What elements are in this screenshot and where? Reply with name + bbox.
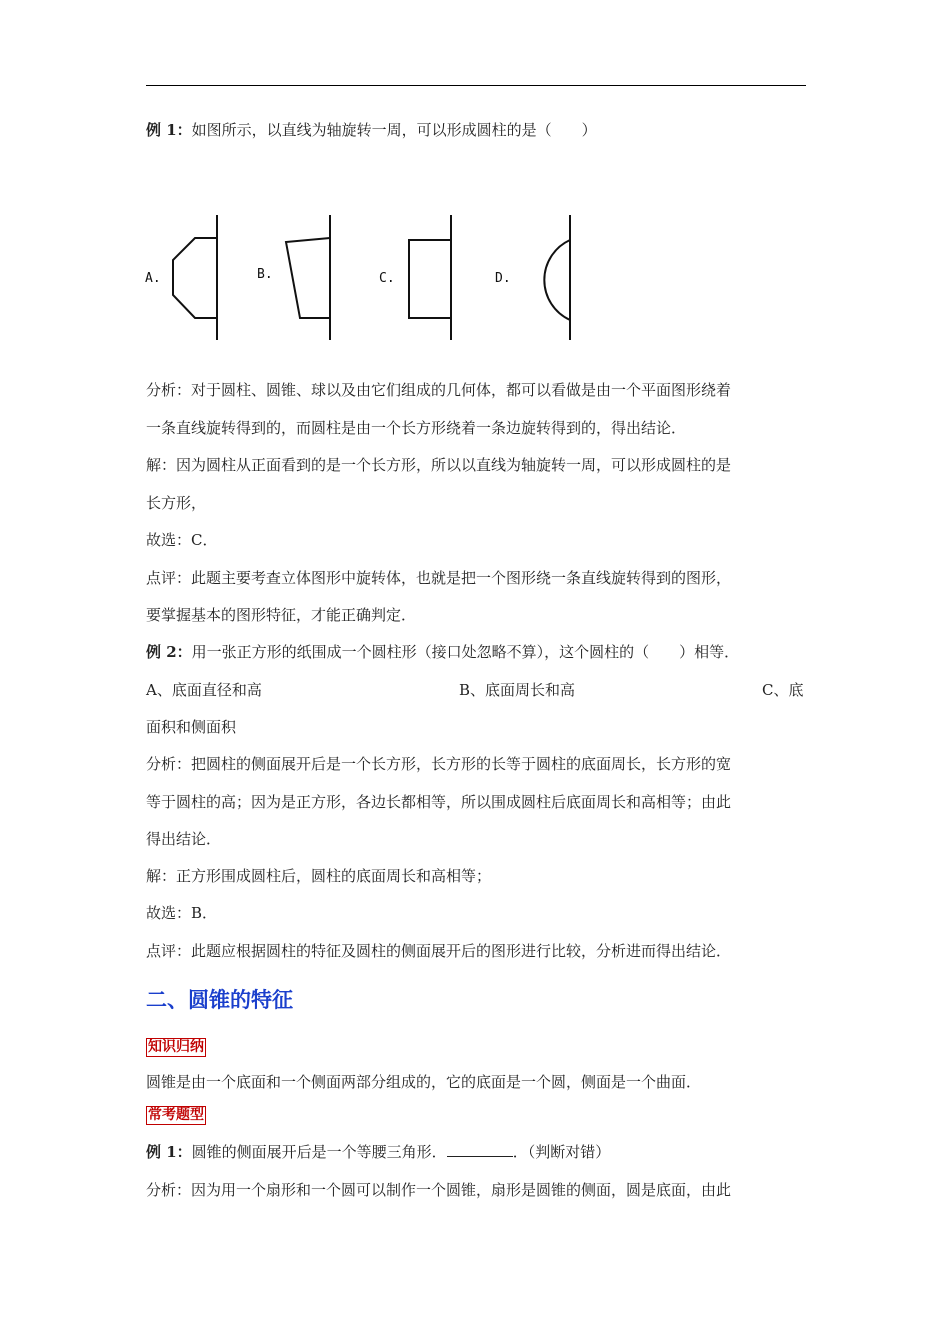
ex2-question bbox=[146, 642, 806, 662]
tag-common-types: 常考题型 bbox=[148, 1107, 204, 1123]
ex1-solution-2: 长方形， bbox=[146, 494, 207, 512]
figure-b-label: B. bbox=[257, 267, 273, 282]
ex2-option-c-end: 面积和侧面积 bbox=[146, 718, 237, 736]
ex1-solution-1: 解：因为圆柱从正面看到的是一个长方形，所以以直线为轴旋转一周，可以形成圆柱的是 bbox=[146, 456, 732, 474]
section2-ex1-analysis: 分析：因为用一个扇形和一个圆可以制作一个圆锥，扇形是圆锥的侧面，圆是底面，由此 bbox=[146, 1181, 732, 1199]
ex2-solution: 解：正方形围成圆柱后，圆柱的底面周长和高相等； bbox=[146, 867, 492, 885]
ex2-analysis-3: 得出结论． bbox=[146, 830, 222, 848]
figure-d-label: D. bbox=[495, 271, 511, 286]
ex2-option-c-start: C、底 bbox=[762, 681, 804, 699]
knowledge-text: 圆锥是由一个底面和一个侧面两部分组成的，它的底面是一个圆，侧面是一个曲面． bbox=[146, 1073, 702, 1091]
section2-ex1-question: 圆锥的侧面展开后是一个等腰三角形． bbox=[191, 1143, 447, 1161]
ex1-question bbox=[146, 120, 806, 140]
section2-ex1-suffix: ．（判断对错） bbox=[512, 1143, 611, 1161]
ex2-option-b: B、底面周长和高 bbox=[459, 681, 576, 699]
figure-a-shape bbox=[173, 238, 217, 318]
ex2-answer: 故选：B． bbox=[146, 904, 218, 922]
ex2-question-text: 用一张正方形的纸围成一个圆柱形（接口处忽略不算），这个圆柱的（ ）相等． bbox=[191, 643, 740, 661]
ex2-label: 例 2： bbox=[146, 643, 192, 661]
ex2-option-a: A、底面直径和高 bbox=[146, 681, 262, 699]
ex1-analysis-1: 分析：对于圆柱、圆锥、球以及由它们组成的几何体，都可以看做是由一个平面图形绕着 bbox=[146, 381, 732, 399]
ex1-figure bbox=[140, 210, 580, 350]
figure-c-label: C. bbox=[379, 271, 395, 286]
figure-d-shape bbox=[544, 240, 570, 320]
ex1-comment-1: 点评：此题主要考查立体图形中旋转体，也就是把一个图形绕一条直线旋转得到的图形， bbox=[146, 569, 732, 587]
figure-b-shape bbox=[286, 238, 330, 318]
ex1-answer: 故选：C． bbox=[146, 531, 218, 549]
ex1-analysis-2: 一条直线旋转得到的，而圆柱是由一个长方形绕着一条边旋转得到的，得出结论． bbox=[146, 419, 687, 437]
section-title: 二、圆锥的特征 bbox=[146, 988, 293, 1012]
figure-a-label: A. bbox=[145, 271, 161, 286]
figure-c-shape bbox=[409, 240, 451, 318]
ex1-label: 例 1： bbox=[146, 121, 192, 139]
header-rule bbox=[146, 85, 806, 86]
ex1-question-text: 如图所示，以直线为轴旋转一周，可以形成圆柱的是（ ） bbox=[191, 121, 597, 139]
ex2-comment: 点评：此题应根据圆柱的特征及圆柱的侧面展开后的图形进行比较，分析进而得出结论． bbox=[146, 942, 732, 960]
section2-ex1-label: 例 1： bbox=[146, 1143, 192, 1161]
answer-blank[interactable] bbox=[447, 1142, 513, 1157]
ex2-analysis-2: 等于圆柱的高；因为是正方形，各边长都相等，所以围成圆柱后底面周长和高相等；由此 bbox=[146, 793, 732, 811]
ex2-analysis-1: 分析：把圆柱的侧面展开后是一个长方形，长方形的长等于圆柱的底面周长，长方形的宽 bbox=[146, 755, 732, 773]
section2-ex1 bbox=[146, 1142, 806, 1162]
ex1-comment-2: 要掌握基本的图形特征，才能正确判定． bbox=[146, 606, 417, 624]
tag-knowledge: 知识归纳 bbox=[148, 1039, 204, 1055]
